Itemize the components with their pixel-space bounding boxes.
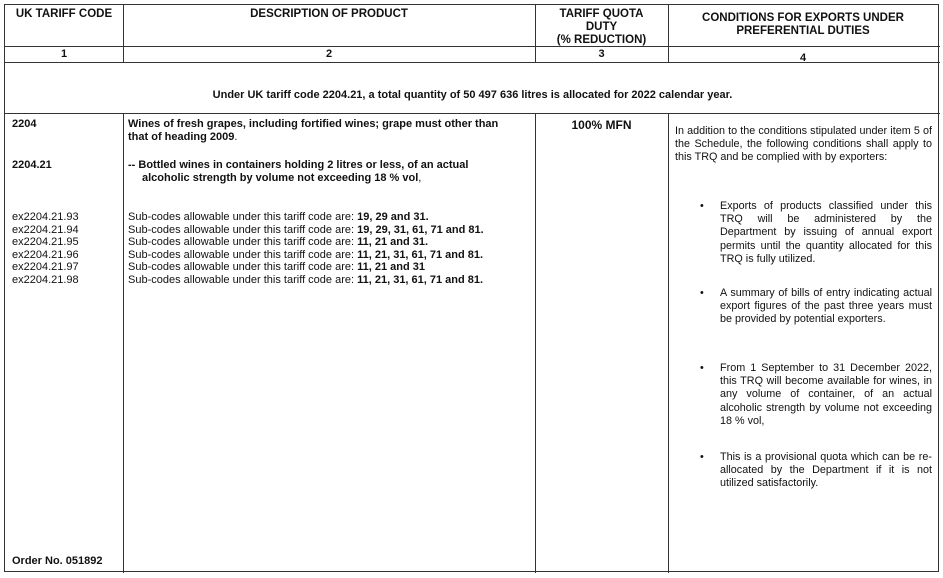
subcode-values: 11, 21, 31, 61, 71 and 81. xyxy=(357,273,484,286)
subcode-line xyxy=(128,211,530,224)
column-number: 2 xyxy=(325,48,333,60)
condition-text: From 1 September to 31 December 2022, this TRQ will become available for wines, in any volume of container, of an actual alcoholic strength by volume not exceeding 18 % vol, xyxy=(720,362,932,427)
subcode-prefix: Sub-codes allowable under this tariff code are: xyxy=(128,273,358,286)
subcode-line xyxy=(128,224,530,237)
product-heading xyxy=(128,118,530,143)
ex-code: ex2204.21.96 xyxy=(12,248,79,261)
bullet-icon: • xyxy=(700,451,704,463)
ex-code: ex2204.21.94 xyxy=(12,223,79,236)
condition-bullet xyxy=(700,362,932,428)
subcode-values: 11, 21 and 31 xyxy=(357,261,425,273)
tariff-table xyxy=(4,4,939,572)
bullet-icon: • xyxy=(700,362,704,374)
ex-code: ex2204.21.97 xyxy=(12,261,79,273)
header-description: DESCRIPTION OF PRODUCT xyxy=(250,8,408,20)
subcode-list xyxy=(128,211,530,286)
bullet-icon: • xyxy=(700,287,704,299)
product-subheading-line xyxy=(128,172,530,185)
header-duty-line: TARIFF QUOTA xyxy=(559,8,644,20)
subcode-prefix: Sub-codes allowable under this tariff code are: xyxy=(128,248,358,261)
tariff-code-main: 2204 xyxy=(12,118,37,130)
bullet-icon: • xyxy=(700,200,704,212)
product-heading-line: Wines of fresh grapes, including fortified wines; grape must other than xyxy=(128,118,499,130)
subcode-prefix: Sub-codes allowable under this tariff code are: xyxy=(128,223,358,236)
condition-bullet xyxy=(700,200,932,266)
heading-text: that of heading 2009 xyxy=(128,130,235,143)
heading-period: . xyxy=(234,130,238,143)
condition-text: A summary of bills of entry indicating actual export figures of the past three years must be provided by potential exporters. xyxy=(720,287,932,326)
ex-code: ex2204.21.95 xyxy=(12,236,79,248)
product-subheading-line: -- Bottled wines in containers holding 2 litres or less, of an actual xyxy=(128,159,469,171)
subcode-values: 19, 29 and 31. xyxy=(357,211,429,223)
allocation-banner: Under UK tariff code 2204.21, a total quantity of 50 497 636 litres is allocated for 2022 calendar year. xyxy=(212,89,733,101)
subheading-comma: , xyxy=(418,171,422,184)
column-number: 4 xyxy=(799,52,807,64)
condition-bullet xyxy=(700,287,932,327)
column-number: 1 xyxy=(60,48,68,60)
grid-line xyxy=(668,113,669,573)
condition-text: This is a provisional quota which can be re-allocated by the Department if it is not utilized satisfactorily. xyxy=(720,451,932,490)
order-number: Order No. 051892 xyxy=(12,555,103,567)
grid-line xyxy=(5,46,940,47)
subcode-values: 11, 21 and 31. xyxy=(357,236,429,248)
condition-bullet xyxy=(700,451,932,491)
subcode-line xyxy=(128,261,530,274)
grid-line xyxy=(123,113,124,573)
subcode-values: 11, 21, 31, 61, 71 and 81. xyxy=(357,248,484,261)
header-duty-line: DUTY xyxy=(585,21,618,33)
product-heading-line xyxy=(128,131,530,144)
ex-code: ex2204.21.98 xyxy=(12,273,79,286)
subcode-line xyxy=(128,236,530,249)
subheading-text: alcoholic strength by volume not exceeding 18 % vol xyxy=(142,171,419,184)
condition-text: Exports of products classified under this TRQ will be administered by the Department by issuing of annual export permits until the quantity allocated for this TRQ is fully utilized. xyxy=(720,200,932,265)
subcode-prefix: Sub-codes allowable under this tariff code are: xyxy=(128,261,358,273)
ex-code-list xyxy=(12,211,79,286)
grid-line xyxy=(5,113,940,114)
subcode-line xyxy=(128,274,530,287)
conditions-intro: In addition to the conditions stipulated under item 5 of the Schedule, the following conditions shall apply to this TRQ and be complied with by exporters: xyxy=(675,125,932,164)
subcode-prefix: Sub-codes allowable under this tariff code are: xyxy=(128,211,358,223)
subcode-line xyxy=(128,249,530,262)
header-tariff-code: UK TARIFF CODE xyxy=(15,8,113,20)
header-conditions xyxy=(668,12,938,38)
header-duty-line: (% REDUCTION) xyxy=(556,34,647,46)
subcode-prefix: Sub-codes allowable under this tariff code are: xyxy=(128,236,358,248)
header-duty xyxy=(535,8,668,47)
header-conditions-line: PREFERENTIAL DUTIES xyxy=(736,25,870,37)
grid-line xyxy=(535,113,536,573)
product-subheading xyxy=(128,159,530,184)
ex-code: ex2204.21.93 xyxy=(12,211,79,223)
subcode-values: 19, 29, 31, 61, 71 and 81. xyxy=(357,223,484,236)
column-number: 3 xyxy=(598,48,605,60)
tariff-code-sub: 2204.21 xyxy=(12,159,52,171)
tariff-duty: 100% MFN xyxy=(571,118,632,132)
header-conditions-line: CONDITIONS FOR EXPORTS UNDER xyxy=(702,12,904,24)
